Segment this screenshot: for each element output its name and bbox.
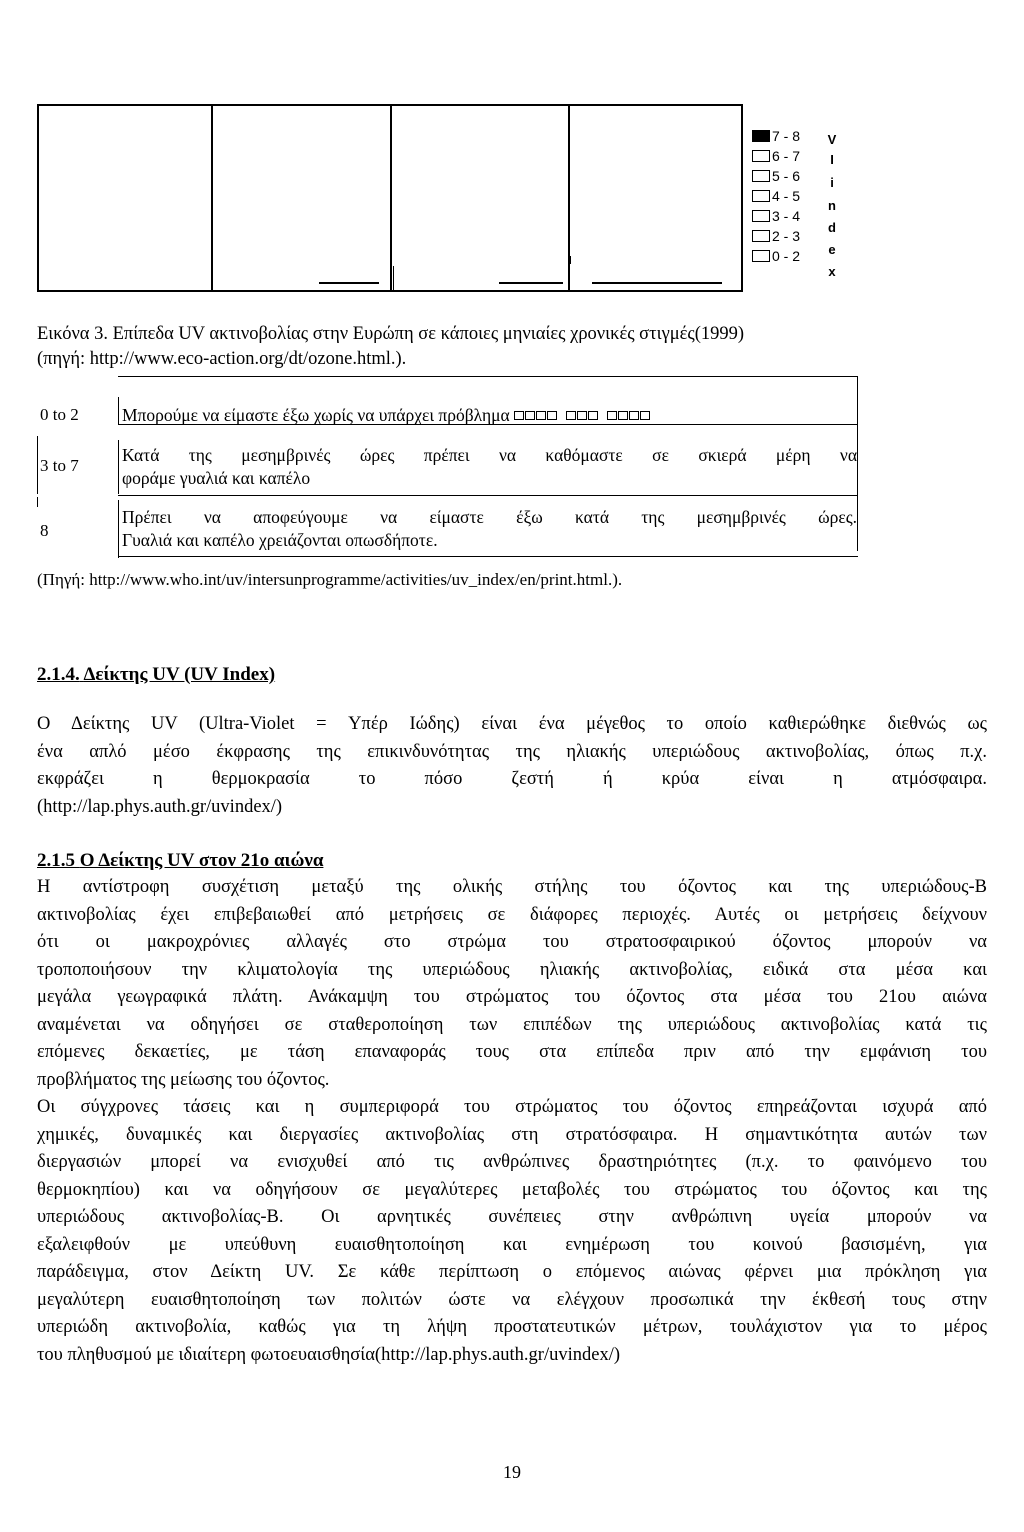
section-heading: 2.1.4. Δείκτης UV (UV Index) [37,664,276,685]
table-border [37,436,38,494]
legend-vertical-letter: e [828,242,836,257]
table-border [118,556,858,557]
section-paragraph: Ο Δείκτης UV (Ultra-Violet = Υπέρ Ιώδης) είναι ένα μέγεθος το οποίο καθιερώθηκε διεθνώς ως ένα απλό μέσο έκφρασης της επικινδυνότητας της ηλιακής υπεριώδους ακτινοβολίας, όπως π.χ. εκφράζει η θερμοκρασία το πόσο ζεστή ή κρύα είναι η ατμόσφαιρα. (http://lap.phys.auth.gr/uvindex/) [37,714,987,817]
table-border [118,397,119,425]
legend-swatch-icon [752,230,770,242]
page-number: 19 [503,1462,521,1482]
legend-vertical-letter: I [830,152,834,167]
legend-swatch-icon [752,170,770,182]
uv-range-label: 3 to 7 [40,456,79,475]
legend-item: 4 - 5 [752,188,800,205]
map-mark [592,282,722,284]
legend-item: 2 - 3 [752,228,800,245]
map-mark [570,256,571,264]
legend-vertical-letter: d [828,220,836,235]
legend-swatch-icon [752,250,770,262]
table-border [857,376,858,551]
legend-swatch-icon [752,150,770,162]
section-paragraph: Η αντίστροφη συσχέτιση μεταξύ της ολικής στήλης του όζοντος και της υπεριώδους-Β ακτινοβολίας έχει επιβεβαιωθεί από μετρήσεις σε διάφορες περιοχές. Αυτές οι μετρήσεις δείχνουν ότι οι μακροχρόνιες αλλαγές στο στρώμα του στρατοσφαιρικού όζοντος μπορούν να τροποποιήσουν την κλιματολογία της υπεριώδους ηλιακής ακτινοβολίας, ειδικά στα μέσα και μεγάλα γεωγραφικά πλάτη. Ανάκαμψη του στρώματος του όζοντος στα μέσα του 21ου αιώνα αναμένεται να οδηγήσει σε σταθεροποίηση των επιπέδων της υπεριώδους ακτινοβολίας κατά τις επόμενες δεκαετίες, με τάση επαναφοράς τους στα επίπεδα πριν από την εμφάνιση του προβλήματος της μείωσης του όζοντος. Οι σύγχρονες τάσεις και η συμπεριφορά του στρώματος του όζοντος επηρεάζονται ισχυρά από χημικές, δυναμικές και διεργασίες ακτινοβολίας στη στρατόσφαιρα. Η σημαντικότητα αυτών των διεργασιών μπορεί να ενισχυθεί από τις ανθρώπινες δραστηριότητες (π.χ. το φαινόμενο του θερμοκηπίου) και να οδηγήσουν σε μεγαλύτερες μεταβολές του στρώματος του όζοντος και της υπεριώδους ακτινοβολίας-Β. Οι αρνητικές συνέπειες στην ανθρώπινη υγεία μπορούν να εξαλειφθούν με υπεύθυνη ευαισθητοποίηση και ενημέρωση του κοινού βασισμένη, για παράδειγμα, στον Δείκτη UV. Σε κάθε περίπτωση ο επόμενος αιώνας φέρνει μια πρόκληση για μεγαλύτερη ευαισθητοποίηση των πολιτών ώστε να ελέγχουν προσωπικά την έκθεσή τους στην υπεριώδη ακτινοβολία, καθώς για τη λήψη προστατευτικών μέτρων, τουλάχιστον για το μέρος του πληθυσμού με ιδιαίτερη φωτοευαισθησία(http://lap.phys.auth.gr/uvindex/) [37,877,987,1365]
legend-vertical-letter: n [828,198,836,213]
legend-swatch-icon [752,190,770,202]
figure-divider [211,106,213,290]
uv-guidance-text: Πρέπει να αποφεύγουμε να είμαστε έξω κατά της μεσημβρινές ώρες. Γυαλιά και καπέλο χρειάζονται οπωσδήποτε. [122,507,857,550]
table-source: (Πηγή: http://www.who.int/uv/intersunprogramme/activities/uv_index/en/print.html.). [37,570,623,589]
uv-map-figure [37,104,743,292]
table-border [37,497,38,507]
section-heading: 2.1.5 Ο Δείκτης UV στον 21ο αιώνα [37,850,324,871]
legend-vertical-letter: x [828,264,836,279]
table-border [118,500,119,558]
legend-vertical-letter: V [827,132,837,147]
legend-item: 0 - 2 [752,248,800,265]
legend-swatch-icon [752,130,770,142]
legend-item: 7 - 8 [752,128,800,145]
table-border [118,495,858,496]
map-mark [499,282,563,284]
uv-range-label: 0 to 2 [40,405,79,424]
unreadable-glyph-icon [514,405,651,425]
map-mark [393,266,394,290]
figure-caption: Εικόνα 3. Επίπεδα UV ακτινοβολίας στην Ευρώπη σε κάποιες μηνιαίες χρονικές στιγμές(1999) (πηγή: http://www.eco-action.org/dt/ozone.html.). [37,324,745,369]
legend-swatch-icon [752,210,770,222]
uv-guidance-text: Μπορούμε να είμαστε έξω χωρίς να υπάρχει πρόβλημα [122,404,857,427]
table-border [118,440,119,494]
legend-item: 5 - 6 [752,168,800,185]
legend-item: 3 - 4 [752,208,800,225]
map-mark [319,282,379,284]
uv-guidance-text: Κατά της μεσημβρινές ώρες πρέπει να καθόμαστε σε σκιερά μέρη να φοράμε γυαλιά και καπέλο [122,445,857,488]
legend-item: 6 - 7 [752,148,800,165]
legend-vertical-letter: i [830,175,834,190]
table-border [118,376,858,377]
uv-range-label: 8 [40,521,49,540]
figure-divider [390,106,392,290]
